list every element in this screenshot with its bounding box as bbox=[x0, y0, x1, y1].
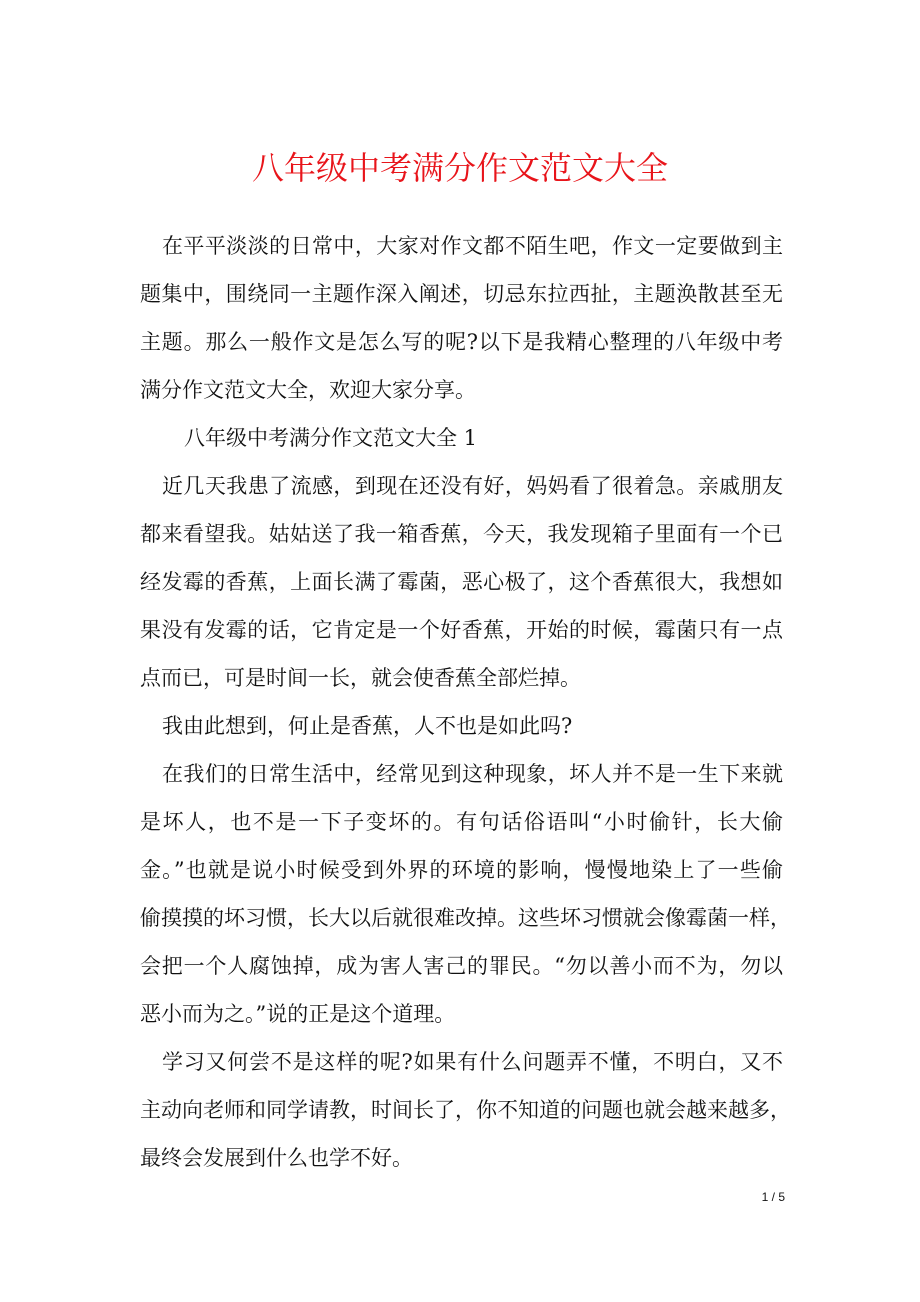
paragraph bbox=[140, 1038, 791, 1182]
text-line: 在我们的日常生活中，经常见到这种现象，坏人并不是一生下来就 bbox=[162, 762, 783, 786]
text-line: 经发霉的香蕉，上面长满了霉菌，恶心极了，这个香蕉很大，我想如 bbox=[140, 570, 783, 594]
section-heading bbox=[140, 414, 783, 462]
document-title: 八年级中考满分作文范文大全 bbox=[251, 149, 668, 187]
paragraph bbox=[140, 702, 783, 750]
text-line: 学习又何尝不是这样的呢?如果有什么问题弄不懂，不明白，又不 bbox=[162, 1050, 783, 1074]
text-line: 果没有发霉的话，它肯定是一个好香蕉，开始的时候，霉菌只有一点 bbox=[140, 618, 783, 642]
text-line: 恶小而为之。”说的正是这个道理。 bbox=[140, 1002, 456, 1026]
paragraph bbox=[140, 750, 791, 1038]
text-line: 金。”也就是说小时候受到外界的环境的影响，慢慢地染上了一些偷 bbox=[140, 858, 783, 882]
text-line: 会把一个人腐蚀掉，成为害人害己的罪民。“勿以善小而不为，勿以 bbox=[140, 954, 783, 978]
paragraph bbox=[140, 462, 783, 702]
text-line: 都来看望我。姑姑送了我一箱香蕉，今天，我发现箱子里面有一个已 bbox=[140, 522, 783, 546]
text-line: 近几天我患了流感，到现在还没有好，妈妈看了很着急。亲戚朋友 bbox=[162, 474, 783, 498]
text-line: 是坏人，也不是一下子变坏的。有句话俗语叫“小时偷针，长大偷 bbox=[140, 810, 783, 834]
document-body bbox=[140, 222, 791, 1182]
text-line: 题集中，围绕同一主题作深入阐述，切忌东拉西扯，主题涣散甚至无 bbox=[140, 282, 783, 306]
text-line: 偷摸摸的坏习惯，长大以后就很难改掉。这些坏习惯就会像霉菌一样， bbox=[140, 906, 791, 930]
text-line: 八年级中考满分作文范文大全 1 bbox=[184, 426, 478, 450]
text-line: 我由此想到，何止是香蕉，人不也是如此吗? bbox=[162, 714, 573, 738]
text-line: 主题。那么一般作文是怎么写的呢?以下是我精心整理的八年级中考 bbox=[140, 330, 783, 354]
paragraph bbox=[140, 222, 783, 414]
text-line: 点而已，可是时间一长，就会使香蕉全部烂掉。 bbox=[140, 666, 581, 690]
text-line: 最终会发展到什么也学不好。 bbox=[140, 1146, 413, 1170]
page-number: 1 / 5 bbox=[761, 1190, 785, 1204]
text-line: 满分作文范文大全，欢迎大家分享。 bbox=[140, 378, 476, 402]
text-line: 主动向老师和同学请教，时间长了，你不知道的问题也就会越来越多， bbox=[140, 1098, 791, 1122]
text-line: 在平平淡淡的日常中，大家对作文都不陌生吧，作文一定要做到主 bbox=[162, 234, 783, 258]
